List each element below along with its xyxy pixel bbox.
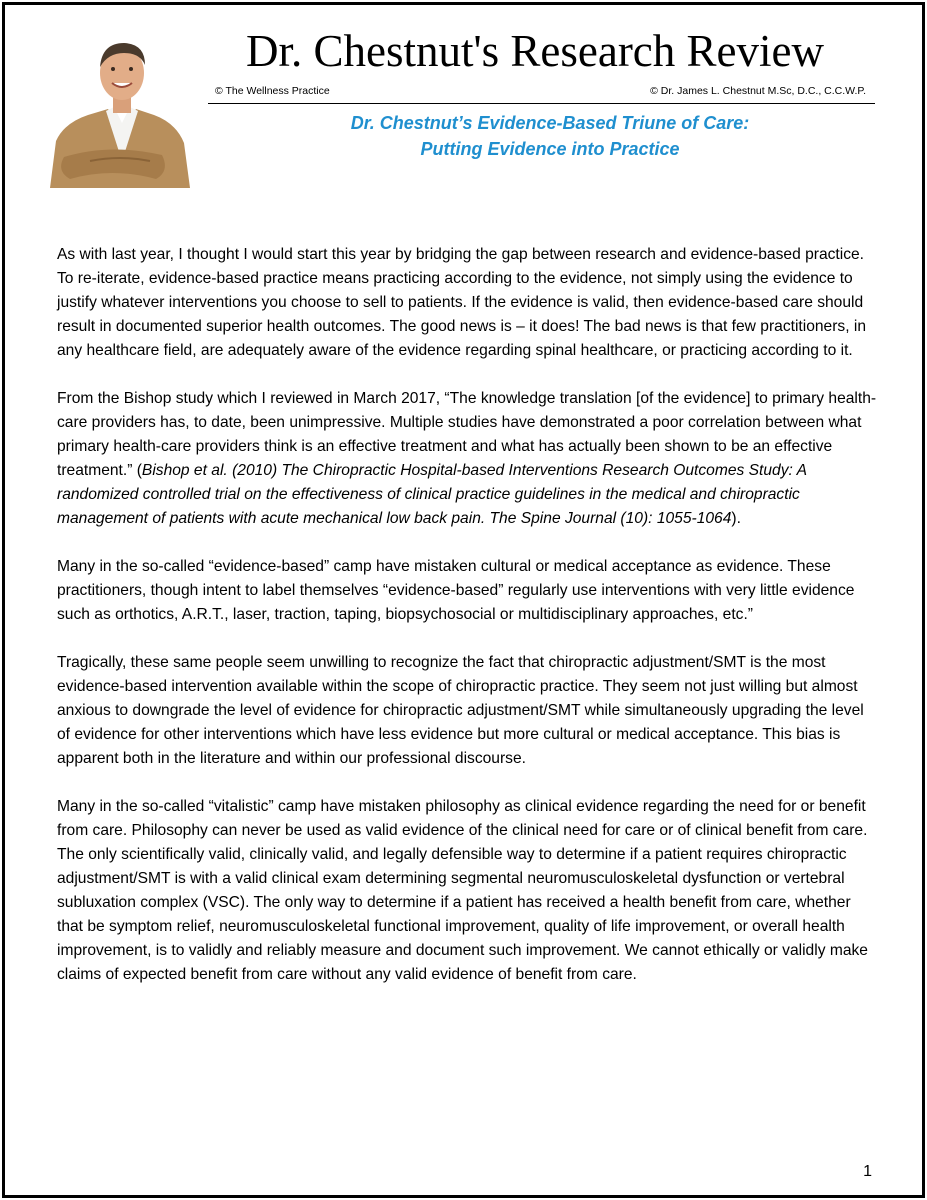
article-subtitle: [255, 110, 845, 162]
paragraph-3: Many in the so-called “evidence-based” camp have mistaken cultural or medical acceptance as evidence. These practitioners, though intent to label themselves “evidence-based” regularly use interventions with very little evidence such as orthotics, A.R.T., laser, traction, taping, biopsychosocial or multidisciplinary approaches, etc.”: [57, 558, 855, 623]
copyright-practice: © The Wellness Practice: [215, 85, 330, 97]
paragraph-2-end: ).: [731, 510, 741, 527]
paragraph-5: Many in the so-called “vitalistic” camp have mistaken philosophy as clinical evidence regarding the need for or benefit from care. Philosophy can never be used as valid evidence of the clinical need for care or of clinical benefit from care. The only scientifically valid, clinically valid, and legally defensible way to determine if a patient requires chiropractic adjustment/SMT is with a valid clinical exam determining segmental neuromusculoskeletal dysfunction or vertebral subluxation complex (VSC). The only way to determine if a patient has received a health benefit from care, whether that be symptom relief, neuromusculoskeletal functional improvement, quality of life improvement, or overall health improvement, is to validly and reliably measure and document such improvement. We cannot ethically or validly make claims of expected benefit from care without any valid evidence of benefit from care.: [57, 798, 868, 983]
author-photo: [50, 31, 190, 188]
article-body: [57, 243, 877, 1011]
document-page: [2, 2, 925, 1198]
subtitle-line-1: Dr. Chestnut’s Evidence-Based Triune of Care:: [350, 113, 750, 133]
page-number: 1: [863, 1163, 872, 1180]
paragraph-2: [57, 387, 877, 531]
copyright-author: © Dr. James L. Chestnut M.Sc, D.C., C.C.W.P.: [650, 85, 866, 97]
paragraph-2-text: From the Bishop study which I reviewed in March 2017, “The knowledge translation [of the evidence] to primary health-care providers has, to date, been unimpressive. Multiple studies have demonstrated a poor correlation between what primary health-care providers think is an effective treatment and what has actually been shown to be an effective treatment.” (: [57, 390, 877, 479]
author-portrait-image: [50, 31, 190, 188]
bishop-citation: Bishop et al. (2010) The Chiropractic Hospital-based Interventions Research Outcomes Study: A randomized controlled trial on the effectiveness of clinical practice guidelines in the medical and chiropractic management of patients with acute mechanical low back pain. The Spine Journal (10): 1055-1064: [57, 462, 807, 527]
header-divider: [208, 103, 875, 104]
paragraph-4: Tragically, these same people seem unwilling to recognize the fact that chiropractic adjustment/SMT is the most evidence-based intervention available within the scope of chiropractic practice. They seem not just willing but almost anxious to downgrade the level of evidence for chiropractic adjustment/SMT while simultaneously upgrading the level of evidence for other interventions which have less evidence but more cultural or medical acceptance. This bias is apparent both in the literature and within our professional discourse.: [57, 654, 864, 767]
subtitle-line-2: Putting Evidence into Practice: [420, 139, 680, 159]
paragraph-1: As with last year, I thought I would start this year by bridging the gap between research and evidence-based practice. To re-iterate, evidence-based practice means practicing according to the evidence, not simply using the evidence to justify whatever interventions you choose to sell to patients. If the evidence is valid, then evidence-based care should result in documented superior health outcomes. The good news is – it does! The bad news is that few practitioners, in any healthcare field, are adequately aware of the evidence regarding spinal healthcare, or practicing according to it.: [57, 246, 867, 359]
newsletter-title: Dr. Chestnut's Research Review: [246, 26, 824, 76]
